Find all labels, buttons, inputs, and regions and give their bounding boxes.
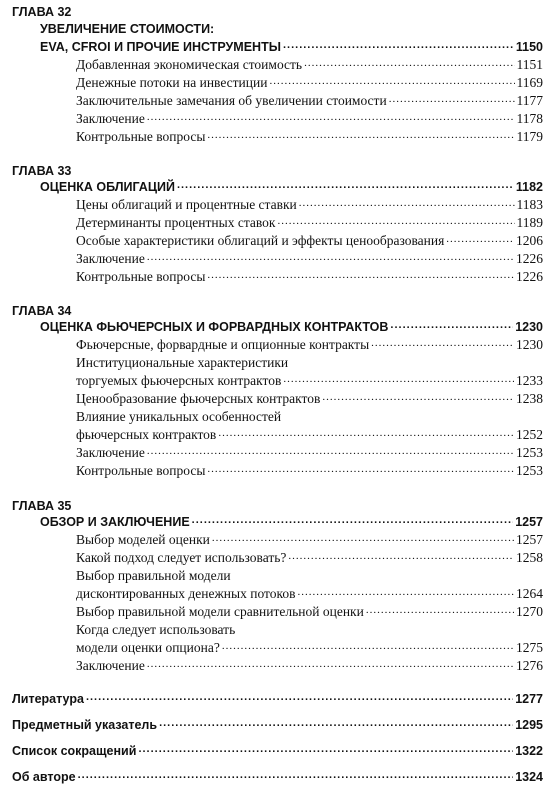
chapter-title: ОЦЕНКА ОБЛИГАЦИЙ xyxy=(40,180,175,194)
entry-title: модели оценки опциона? xyxy=(76,640,220,655)
page-number: 1238 xyxy=(516,391,543,406)
chapter-label: ГЛАВА 33 xyxy=(12,164,72,178)
leader-dots xyxy=(277,212,514,230)
leader-dots xyxy=(446,230,514,248)
entry-title: Список сокращений xyxy=(12,744,137,758)
page-number: 1179 xyxy=(516,129,543,144)
leader-dots xyxy=(218,424,514,442)
entry-title: Литература xyxy=(12,692,84,706)
page-number: 1226 xyxy=(516,251,543,266)
page-number: 1252 xyxy=(516,427,543,442)
leader-dots xyxy=(283,36,514,54)
entry-title: Выбор моделей оценки xyxy=(76,532,210,547)
chapter-title: EVA, CFROI И ПРОЧИЕ ИНСТРУМЕНТЫ xyxy=(40,40,281,54)
leader-dots xyxy=(269,72,514,90)
page-number: 1226 xyxy=(516,269,543,284)
back-matter-entry[interactable] xyxy=(12,690,543,708)
entry-title: Заключение xyxy=(76,251,145,266)
page-number: 1177 xyxy=(516,93,543,108)
entry-title: Заключение xyxy=(76,111,145,126)
leader-dots xyxy=(86,688,513,706)
page-number: 1258 xyxy=(516,550,543,565)
leader-dots xyxy=(207,266,514,284)
leader-dots xyxy=(207,460,514,478)
leader-dots xyxy=(371,334,514,352)
leader-dots xyxy=(390,316,513,334)
page-number: 1324 xyxy=(515,770,543,784)
page-number: 1230 xyxy=(515,320,543,334)
page-number: 1169 xyxy=(516,75,543,90)
page-number: 1257 xyxy=(516,532,543,547)
entry-title: Контрольные вопросы xyxy=(76,129,206,144)
leader-dots xyxy=(389,90,515,108)
page-number: 1270 xyxy=(516,604,543,619)
entry-title: Фьючерсные, форвардные и опционные контракты xyxy=(76,337,370,352)
toc-entry[interactable] xyxy=(76,657,543,675)
page-number: 1253 xyxy=(516,445,543,460)
chapter-label: ГЛАВА 35 xyxy=(12,499,72,513)
leader-dots xyxy=(297,583,514,601)
leader-dots xyxy=(159,714,513,732)
back-matter-entry[interactable] xyxy=(12,716,543,734)
leader-dots xyxy=(212,529,514,547)
leader-dots xyxy=(288,547,514,565)
page-number: 1206 xyxy=(516,233,543,248)
page-number: 1264 xyxy=(516,586,543,601)
entry-title: Заключение xyxy=(76,445,145,460)
toc-entry[interactable] xyxy=(76,549,543,567)
entry-title-line[interactable]: Выбор правильной модели xyxy=(76,568,231,583)
leader-dots xyxy=(322,388,514,406)
entry-title: Какой подход следует использовать? xyxy=(76,550,287,565)
leader-dots xyxy=(147,655,514,673)
page-number: 1150 xyxy=(515,40,543,54)
back-matter-entry[interactable] xyxy=(12,768,543,786)
entry-title: Цены облигаций и процентные ставки xyxy=(76,197,297,212)
back-matter-entry[interactable] xyxy=(12,742,543,760)
entry-title: фьючерсных контрактов xyxy=(76,427,217,442)
entry-title: дисконтированных денежных потоков xyxy=(76,586,296,601)
toc-entry[interactable] xyxy=(76,268,543,286)
entry-title: Денежные потоки на инвестиции xyxy=(76,75,268,90)
entry-title: Заключительные замечания об увеличении стоимости xyxy=(76,93,387,108)
toc-entry[interactable] xyxy=(76,390,543,408)
chapter-title: УВЕЛИЧЕНИЕ СТОИМОСТИ: xyxy=(40,22,215,36)
page-number: 1233 xyxy=(516,373,543,388)
toc-entry[interactable] xyxy=(76,603,543,621)
page-number: 1275 xyxy=(516,640,543,655)
chapter-label: ГЛАВА 34 xyxy=(12,304,72,318)
entry-title: Об авторе xyxy=(12,770,76,784)
leader-dots xyxy=(207,126,514,144)
toc-entry[interactable] xyxy=(76,462,543,480)
leader-dots xyxy=(138,740,513,758)
leader-dots xyxy=(222,637,514,655)
leader-dots xyxy=(147,442,514,460)
leader-dots xyxy=(283,370,514,388)
entry-title: Детерминанты процентных ставок xyxy=(76,215,276,230)
page-number: 1277 xyxy=(515,692,543,706)
page-number: 1230 xyxy=(516,337,543,352)
leader-dots xyxy=(177,176,514,194)
entry-title: Контрольные вопросы xyxy=(76,463,206,478)
page-number: 1182 xyxy=(515,180,543,194)
page-number: 1257 xyxy=(515,515,543,529)
entry-title: Добавленная экономическая стоимость xyxy=(76,57,303,72)
page-number: 1183 xyxy=(516,197,543,212)
leader-dots xyxy=(304,54,514,72)
leader-dots xyxy=(192,511,514,529)
chapter-label: ГЛАВА 32 xyxy=(12,5,72,19)
leader-dots xyxy=(366,601,514,619)
toc-entry[interactable] xyxy=(76,128,543,146)
entry-title: Выбор правильной модели сравнительной оценки xyxy=(76,604,364,619)
page-number: 1276 xyxy=(516,658,543,673)
page-number: 1151 xyxy=(516,57,543,72)
leader-dots xyxy=(147,108,515,126)
entry-title: торгуемых фьючерсных контрактов xyxy=(76,373,282,388)
chapter-title: ОБЗОР И ЗАКЛЮЧЕНИЕ xyxy=(40,515,190,529)
entry-title-line[interactable]: Институциональные характеристики xyxy=(76,355,289,370)
entry-title: Особые характеристики облигаций и эффекты ценообразования xyxy=(76,233,445,248)
page-number: 1295 xyxy=(515,718,543,732)
toc-entry[interactable] xyxy=(76,336,543,354)
entry-title: Ценообразование фьючерсных контрактов xyxy=(76,391,321,406)
page-number: 1253 xyxy=(516,463,543,478)
entry-title: Заключение xyxy=(76,658,145,673)
chapter-title: ОЦЕНКА ФЬЮЧЕРСНЫХ И ФОРВАРДНЫХ КОНТРАКТОВ xyxy=(40,320,389,334)
page-number: 1178 xyxy=(516,111,543,126)
leader-dots xyxy=(299,194,515,212)
entry-title-line[interactable]: Влияние уникальных особенностей xyxy=(76,409,282,424)
entry-title-line[interactable]: Когда следует использовать xyxy=(76,622,236,637)
entry-title: Предметный указатель xyxy=(12,718,158,732)
page-number: 1189 xyxy=(516,215,543,230)
leader-dots xyxy=(78,766,514,784)
entry-title: Контрольные вопросы xyxy=(76,269,206,284)
leader-dots xyxy=(147,248,514,266)
page-number: 1322 xyxy=(515,744,543,758)
